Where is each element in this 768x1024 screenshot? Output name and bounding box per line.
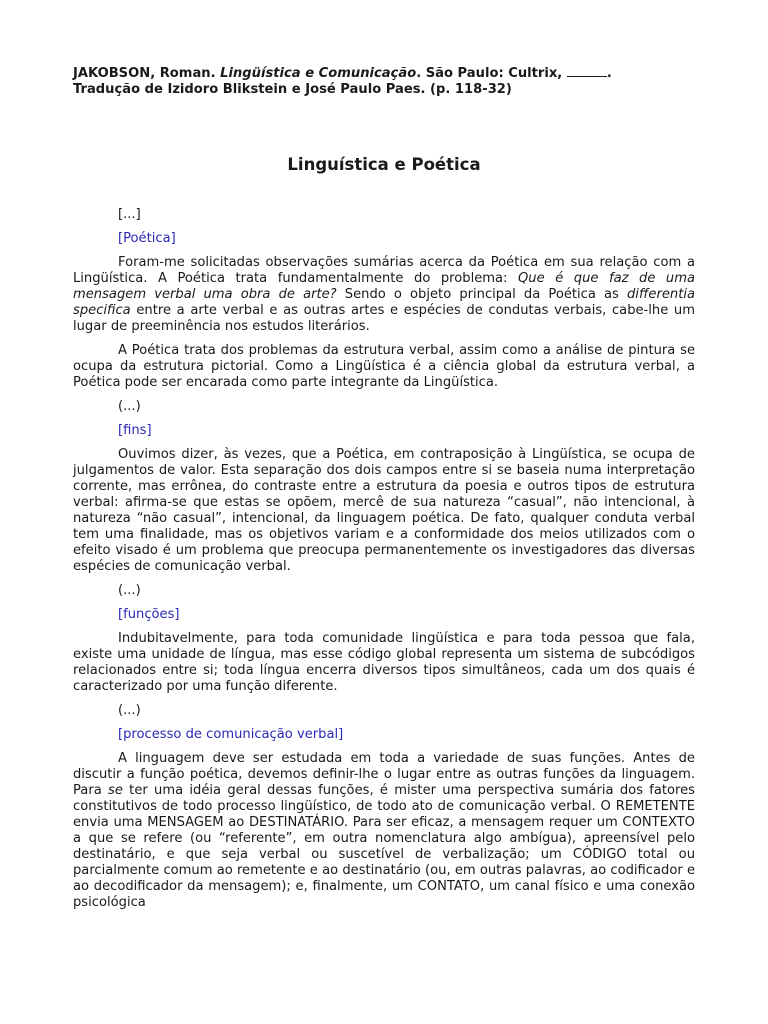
citation-book-title: Lingüística e Comunicação	[220, 66, 417, 81]
body-paragraph	[73, 255, 695, 335]
citation-end: .	[606, 66, 612, 81]
bibliographic-citation	[73, 66, 695, 98]
paragraph-text: A linguagem deve ser estudada em toda a variedade de suas funções. Antes de discutir a função poética, devemos definir-lhe o lugar entre as outras funções da linguagem. Para	[73, 751, 695, 798]
paragraph-text: A Poética trata dos problemas da estrutura verbal, assim como a análise de pintura se ocupa da estrutura pictorial. Como a Lingüística é a ciência global da estrutura verbal, a Poética pode ser encarada como parte integrante da Lingüística.	[73, 343, 695, 390]
body-paragraph	[73, 751, 695, 911]
section-label: [processo de comunicação verbal]	[118, 727, 344, 742]
italic-text: differentia specifica	[73, 287, 695, 318]
ellipsis-marker: (...)	[118, 583, 141, 598]
citation-translation: Tradução de Izidoro Blikstein e José Paulo Paes. (p. 118-32)	[73, 82, 512, 97]
citation-place: . São Paulo: Cultrix,	[416, 66, 563, 81]
body-paragraph	[73, 631, 695, 695]
paragraph-text: Ouvimos dizer, às vezes, que a Poética, em contraposição à Lingüística, se ocupa de julgamentos de valor. Esta separação dos dois campos entre si se baseia numa interpretação corrente, mas errônea, do contraste entre a estrutura da poesia e outros tipos de estrutura verbal: afirma-se que estas se opõem, mercê de sua natureza “casual”, não intencional, à natureza “não casual”, intencional, da linguagem poética. De fato, qualquer conduta verbal tem uma finalidade, mas os objetivos variam e a conformidade dos meios utilizados com o efeito visado é um problema que preocupa permanentemente os investigadores das diversas espécies de comunicação verbal.	[73, 447, 695, 574]
paragraph-text: Indubitavelmente, para toda comunidade lingüística e para toda pessoa que fala, existe uma unidade de língua, mas esse código global representa um sistema de subcódigos relacionados entre si; toda língua encerra diversos tipos simultâneos, cada um dos quais é caracterizado por uma função diferente.	[73, 631, 695, 694]
document-page	[73, 66, 695, 910]
body-paragraph	[73, 447, 695, 575]
ellipsis-marker: (...)	[118, 703, 141, 718]
citation-author: JAKOBSON, Roman.	[73, 66, 216, 81]
ellipsis-marker: (...)	[118, 399, 141, 414]
document-title: Linguística e Poética	[287, 155, 481, 174]
citation-year-blank	[567, 66, 607, 77]
document-body	[73, 207, 695, 919]
paragraph-text: entre a arte verbal e as outras artes e espécies de condutas verbais, cabe-lhe um lugar de preeminência nos estudos literários.	[73, 303, 695, 334]
paragraph-text: Foram-me solicitadas observações sumárias acerca da Poética em sua relação com a Lingüística. A Poética trata fundamentalmente do problema:	[73, 255, 695, 286]
body-paragraph	[73, 343, 695, 391]
section-label: [fins]	[118, 423, 152, 438]
ellipsis-marker: [...]	[118, 207, 141, 222]
paragraph-text: Sendo o objeto principal da Poética as	[336, 287, 627, 302]
italic-text: se	[108, 783, 123, 798]
italic-text: Que é que faz de uma mensagem verbal uma obra de arte?	[73, 271, 695, 302]
paragraph-text: ter uma idéia geral dessas funções, é mister uma perspectiva sumária dos fatores constitutivos de todo processo lingüístico, de todo ato de comunicação verbal. O REMETENTE envia uma MENSAGEM ao DESTINATÁRIO. Para ser eficaz, a mensagem requer um CONTEXTO a que se refere (ou “referente”, em outra nomenclatura algo ambígua), apreensível pelo destinatário, e que seja verbal ou suscetível de verbalização; um CÓDIGO total ou parcialmente comum ao remetente e ao destinatário (ou, em outras palavras, ao codificador e ao decodificador da mensagem); e, finalmente, um CONTATO, um canal físico e uma conexão psicológica	[73, 783, 695, 910]
section-label: [funções]	[118, 607, 180, 622]
section-label: [Poética]	[118, 231, 176, 246]
